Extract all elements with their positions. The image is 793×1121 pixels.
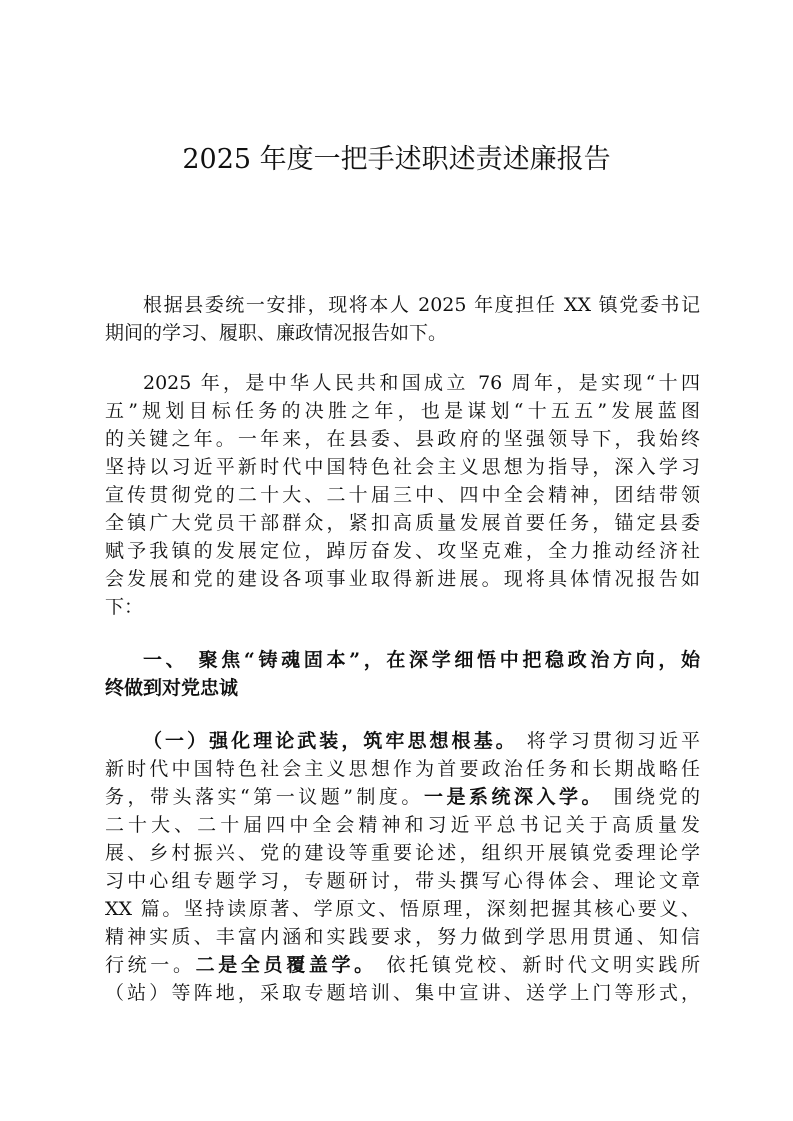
text-line	[105, 481, 700, 509]
text-segment: 赋予我镇的发展定位，踔厉奋发、攻坚克难，全力推动经济社	[105, 540, 700, 562]
text-line	[105, 979, 700, 1007]
text-segment: 期间的学习、履职、廉政情况报告如下。	[105, 322, 448, 344]
text-segment: 依托镇党校、新时代文明实践所	[376, 954, 700, 976]
text-segment: 下：	[105, 596, 144, 618]
text-segment: 五”规划目标任务的决胜之年，也是谋划“十五五”发展蓝图	[105, 400, 700, 422]
text-line	[105, 646, 700, 674]
text-line	[105, 509, 700, 537]
text-line	[105, 565, 700, 593]
text-segment: 务，带头落实“第一议题”制度。	[105, 786, 424, 808]
text-segment: 将学习贯彻习近平	[517, 730, 700, 752]
text-line	[105, 923, 700, 951]
text-segment: 精神实质、丰富内涵和实践要求，努力做到学思用贯通、知信	[105, 926, 700, 948]
overview-paragraph	[105, 369, 700, 621]
text-segment: 的关键之年。一年来，在县委、县政府的坚强领导下，我始终	[105, 428, 700, 450]
text-line	[105, 453, 700, 481]
text-segment: XX 篇。坚持读原著、学原文、悟原理，深刻把握其核心要义、	[105, 898, 700, 920]
bold-text: 一是系统深入学。	[423, 786, 604, 808]
text-line	[105, 319, 700, 347]
text-segment: （站）等阵地，采取专题培训、集中宣讲、送学上门等形式，	[105, 982, 700, 1004]
text-line	[105, 951, 700, 979]
text-line	[105, 674, 700, 702]
text-line	[105, 867, 700, 895]
text-line	[105, 291, 700, 319]
text-segment: 二十大、二十届四中全会精神和习近平总书记关于高质量发	[105, 814, 700, 836]
text-line	[105, 839, 700, 867]
section-heading-1	[105, 646, 700, 702]
bold-text: （一）强化理论武装，筑牢思想根基。	[143, 730, 518, 752]
text-segment: 2025 年，是中华人民共和国成立 76 周年，是实现“十四	[143, 372, 700, 394]
text-line	[105, 537, 700, 565]
text-line	[105, 397, 700, 425]
text-segment: 展、乡村振兴、党的建设等重要论述，组织开展镇党委理论学	[105, 842, 700, 864]
text-line	[105, 755, 700, 783]
bold-text: 一、 聚焦“铸魂固本”，在深学细悟中把稳政治方向，始	[143, 649, 700, 671]
text-segment: 围绕党的	[603, 786, 700, 808]
bold-text: 终做到对党忠诚	[105, 677, 239, 699]
text-segment: 宣传贯彻党的二十大、二十届三中、四中全会精神，团结带领	[105, 484, 700, 506]
bold-text: 二是全员覆盖学。	[195, 954, 377, 976]
text-line	[105, 727, 700, 755]
text-segment: 全镇广大党员干部群众，紧扣高质量发展首要任务，锚定县委	[105, 512, 700, 534]
text-line	[105, 593, 700, 621]
text-line	[105, 783, 700, 811]
text-segment: 习中心组专题学习，专题研讨，带头撰写心得体会、理论文章	[105, 870, 700, 892]
text-segment: 会发展和党的建设各项事业取得新进展。现将具体情况报告如	[105, 568, 700, 590]
text-segment: 新时代中国特色社会主义思想作为首要政治任务和长期战略任	[105, 758, 700, 780]
document-title: 2025 年度一把手述职述责述廉报告	[182, 144, 611, 175]
text-line	[105, 811, 700, 839]
text-segment: 坚持以习近平新时代中国特色社会主义思想为指导，深入学习	[105, 456, 700, 478]
intro-paragraph	[105, 291, 700, 347]
text-segment: 根据县委统一安排，现将本人 2025 年度担任 XX 镇党委书记	[143, 294, 700, 316]
subsection-1-paragraph	[105, 727, 700, 1007]
text-line	[105, 369, 700, 397]
text-line	[105, 895, 700, 923]
text-segment: 行统一。	[105, 954, 196, 976]
text-line	[105, 425, 700, 453]
